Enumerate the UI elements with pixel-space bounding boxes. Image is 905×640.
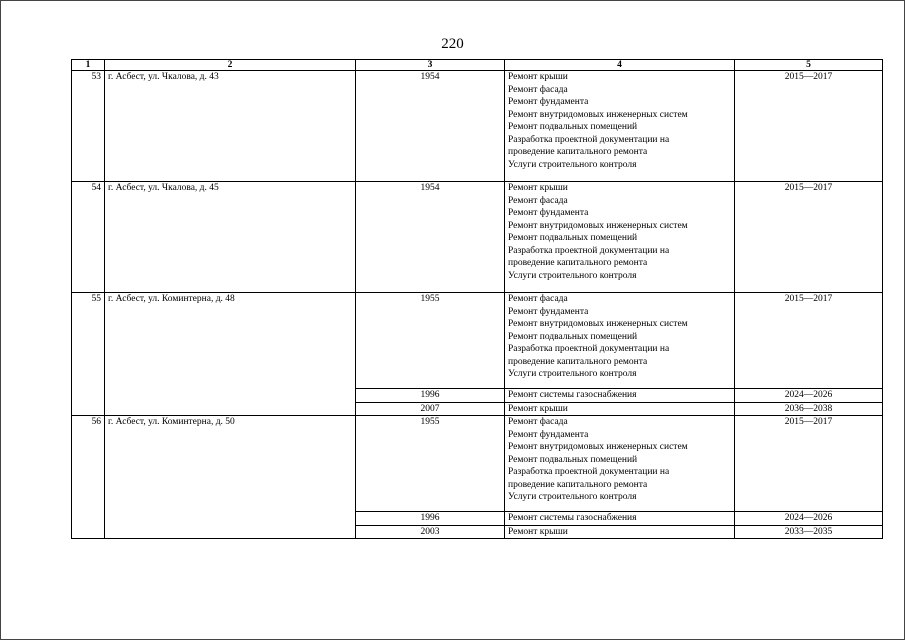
works-cell [505, 416, 735, 512]
work-item: Разработка проектной документации на [508, 344, 670, 354]
work-item: Ремонт подвальных помещений [508, 454, 638, 465]
work-item: Ремонт подвальных помещений [508, 122, 638, 132]
works-cell [505, 182, 735, 293]
work-item: Ремонт системы газоснабжения [508, 513, 637, 523]
year-cell: 2007 [356, 402, 505, 416]
work-item: проведение капитального ремонта [508, 258, 648, 268]
work-item: проведение капитального ремонта [508, 479, 648, 490]
work-item: Разработка проектной документации на [508, 134, 670, 145]
address-cell: г. Асбест, ул. Коминтерна, д. 48 [105, 293, 356, 416]
works-cell [505, 71, 735, 182]
period-cell: 2015—2017 [735, 293, 883, 389]
work-item: Ремонт фасада [508, 417, 568, 427]
works-cell [505, 293, 735, 389]
row-number: 54 [72, 182, 105, 293]
work-item: Ремонт фундамента [508, 97, 589, 107]
work-item: Ремонт фасада [508, 294, 568, 304]
period-cell: 2015—2017 [735, 416, 883, 512]
work-item: Ремонт внутридомовых инженерных систем [508, 109, 688, 120]
period-cell: 2036—2038 [735, 402, 883, 416]
work-item: Ремонт внутридомовых инженерных систем [508, 442, 688, 452]
work-item: Ремонт фундамента [508, 306, 589, 317]
work-item: Ремонт фундамента [508, 208, 589, 218]
works-cell [505, 525, 735, 539]
col-header-3: 3 [356, 60, 505, 71]
work-item: Услуги строительного контроля [508, 159, 637, 170]
row-number: 55 [72, 293, 105, 416]
table-row [72, 71, 883, 182]
col-header-4: 4 [505, 60, 735, 71]
year-cell: 2003 [356, 525, 505, 539]
work-item: Разработка проектной документации на [508, 467, 670, 477]
year-cell: 1955 [356, 293, 505, 389]
row-number: 53 [72, 71, 105, 182]
work-item: Ремонт крыши [508, 183, 568, 193]
work-item: Ремонт подвальных помещений [508, 233, 638, 243]
period-cell: 2024—2026 [735, 512, 883, 526]
year-cell: 1955 [356, 416, 505, 512]
address-cell: г. Асбест, ул. Чкалова, д. 43 [105, 71, 356, 182]
col-header-2: 2 [105, 60, 356, 71]
work-item: Ремонт внутридомовых инженерных систем [508, 319, 688, 329]
work-item: Ремонт фасада [508, 195, 568, 206]
address-cell: г. Асбест, ул. Коминтерна, д. 50 [105, 416, 356, 539]
work-item: Ремонт крыши [508, 526, 568, 537]
work-item: проведение капитального ремонта [508, 147, 648, 157]
period-cell: 2015—2017 [735, 182, 883, 293]
work-item: Ремонт фундамента [508, 429, 589, 440]
work-item: Ремонт фасада [508, 84, 568, 95]
work-item: Ремонт подвальных помещений [508, 331, 638, 342]
work-item: Ремонт внутридомовых инженерных систем [508, 220, 688, 231]
year-cell: 1996 [356, 389, 505, 403]
year-cell: 1996 [356, 512, 505, 526]
work-item: Ремонт крыши [508, 403, 568, 414]
table-row [72, 293, 883, 389]
year-cell: 1954 [356, 182, 505, 293]
work-item: Ремонт системы газоснабжения [508, 390, 637, 400]
works-cell [505, 389, 735, 403]
work-item: Услуги строительного контроля [508, 369, 637, 379]
row-number: 56 [72, 416, 105, 539]
col-header-1: 1 [72, 60, 105, 71]
page-number: 220 [441, 36, 464, 52]
work-item: Ремонт крыши [508, 72, 568, 82]
period-cell: 2015—2017 [735, 71, 883, 182]
period-cell: 2024—2026 [735, 389, 883, 403]
col-header-5: 5 [735, 60, 883, 71]
work-item: Услуги строительного контроля [508, 270, 637, 281]
period-cell: 2033—2035 [735, 525, 883, 539]
works-cell [505, 512, 735, 526]
work-item: Разработка проектной документации на [508, 245, 670, 256]
repair-schedule-table [71, 59, 883, 539]
year-cell: 1954 [356, 71, 505, 182]
works-cell [505, 402, 735, 416]
header-row [72, 60, 883, 71]
table-row [72, 416, 883, 512]
work-item: проведение капитального ремонта [508, 356, 648, 367]
table-row [72, 182, 883, 293]
address-cell: г. Асбест, ул. Чкалова, д. 45 [105, 182, 356, 293]
work-item: Услуги строительного контроля [508, 492, 637, 502]
